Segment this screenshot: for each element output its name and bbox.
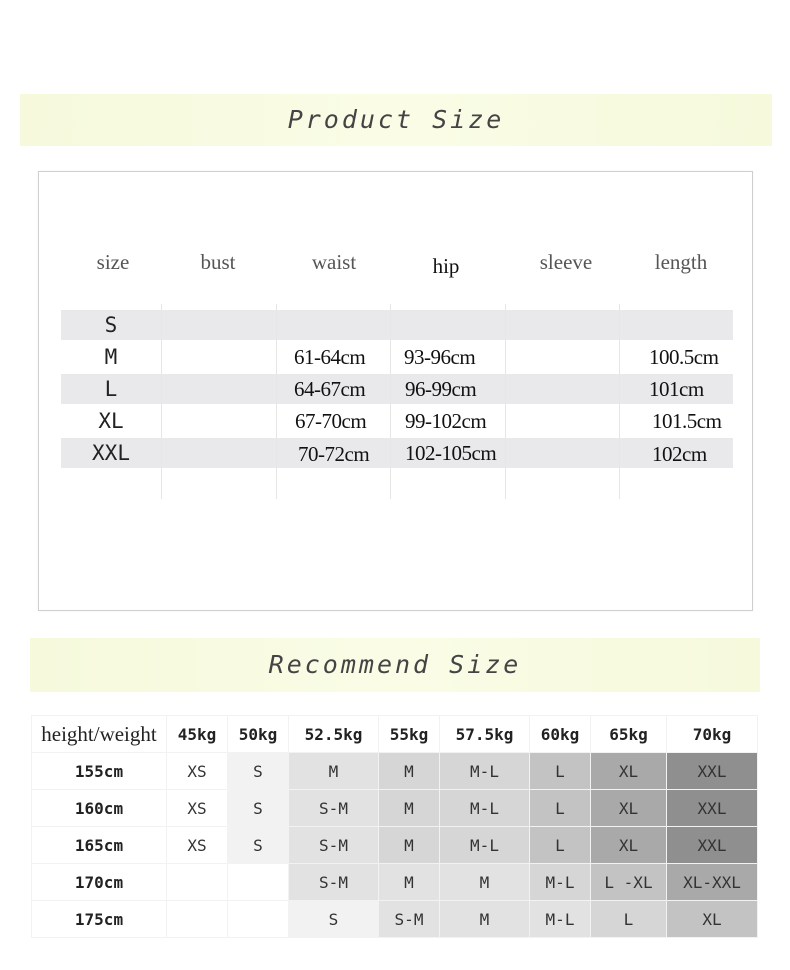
size-cell: XS: [167, 790, 228, 827]
size-cell: XXL: [667, 753, 758, 790]
height-label: 165cm: [32, 827, 167, 864]
height-label: 160cm: [32, 790, 167, 827]
size-cell: M-L: [440, 827, 530, 864]
size-cell: [228, 864, 289, 901]
waist-l: 64-67cm: [294, 377, 366, 401]
length-m: 100.5cm: [649, 345, 719, 369]
size-cell: M: [379, 864, 440, 901]
height-label: 175cm: [32, 901, 167, 938]
size-label-xxl: XXL: [92, 441, 130, 465]
size-cell: L: [530, 790, 591, 827]
size-label-s: S: [104, 313, 118, 337]
size-cell: M: [379, 753, 440, 790]
size-cell: M-L: [530, 901, 591, 938]
hip-l: 96-99cm: [405, 377, 477, 401]
hip-m: 93-96cm: [404, 345, 476, 369]
table-header-row: [32, 716, 758, 753]
column-divider: [505, 304, 506, 499]
table-row: [32, 790, 758, 827]
size-cell: [167, 864, 228, 901]
column-divider: [276, 304, 277, 499]
size-cell: XS: [167, 827, 228, 864]
size-cell: XS: [167, 753, 228, 790]
size-cell: S: [228, 790, 289, 827]
product-size-table: [38, 171, 753, 611]
waist-xxl: 70-72cm: [298, 442, 370, 466]
size-cell: XL: [591, 753, 667, 790]
product-size-title: Product Size: [287, 105, 505, 134]
header-length: length: [654, 250, 708, 274]
corner-header: height/weight: [32, 716, 167, 753]
product-size-banner: [20, 94, 772, 146]
size-label-xl: XL: [98, 409, 124, 433]
header-bust: bust: [200, 250, 236, 274]
size-cell: M: [440, 901, 530, 938]
size-cell: XXL: [667, 827, 758, 864]
header-waist: waist: [311, 250, 357, 274]
weight-header: 55kg: [379, 716, 440, 753]
size-cell: XL: [591, 790, 667, 827]
weight-header: 65kg: [591, 716, 667, 753]
recommend-size-title: Recommend Size: [268, 650, 522, 679]
weight-header: 52.5kg: [289, 716, 379, 753]
table-row: [32, 753, 758, 790]
size-cell: XL: [591, 827, 667, 864]
weight-header: 60kg: [530, 716, 591, 753]
height-label: 155cm: [32, 753, 167, 790]
size-cell: S-M: [289, 790, 379, 827]
size-cell: XL-XXL: [667, 864, 758, 901]
size-cell: M: [289, 753, 379, 790]
hip-xxl: 102-105cm: [405, 441, 497, 465]
recommend-size-banner: [30, 638, 760, 692]
size-cell: L -XL: [591, 864, 667, 901]
size-cell: L: [530, 753, 591, 790]
length-xxl: 102cm: [652, 442, 707, 466]
size-cell: S: [289, 901, 379, 938]
recommend-size-table: [31, 715, 758, 938]
weight-header: 70kg: [667, 716, 758, 753]
size-cell: XL: [667, 901, 758, 938]
size-cell: S-M: [289, 864, 379, 901]
table-row: [32, 901, 758, 938]
length-xl: 101.5cm: [652, 409, 722, 433]
height-label: 170cm: [32, 864, 167, 901]
length-l: 101cm: [649, 377, 704, 401]
weight-header: 45kg: [167, 716, 228, 753]
size-cell: L: [591, 901, 667, 938]
waist-xl: 67-70cm: [295, 409, 367, 433]
table-row: [32, 827, 758, 864]
weight-header: 50kg: [228, 716, 289, 753]
size-cell: S: [228, 753, 289, 790]
header-size: size: [96, 250, 130, 274]
size-cell: M: [440, 864, 530, 901]
size-cell: [167, 901, 228, 938]
size-cell: L: [530, 827, 591, 864]
size-cell: M: [379, 827, 440, 864]
size-cell: M-L: [440, 753, 530, 790]
column-divider: [161, 304, 162, 499]
weight-header: 57.5kg: [440, 716, 530, 753]
size-cell: M-L: [530, 864, 591, 901]
size-cell: S-M: [289, 827, 379, 864]
size-cell: S: [228, 827, 289, 864]
waist-m: 61-64cm: [294, 345, 366, 369]
size-cell: M: [379, 790, 440, 827]
column-divider: [390, 304, 391, 499]
hip-xl: 99-102cm: [405, 409, 487, 433]
size-label-m: M: [104, 345, 118, 369]
header-hip: hip: [432, 254, 460, 278]
size-cell: XXL: [667, 790, 758, 827]
size-cell: M-L: [440, 790, 530, 827]
table-row: [32, 864, 758, 901]
size-label-l: L: [104, 377, 118, 401]
header-sleeve: sleeve: [539, 250, 593, 274]
column-divider: [619, 304, 620, 499]
size-cell: [228, 901, 289, 938]
size-cell: S-M: [379, 901, 440, 938]
